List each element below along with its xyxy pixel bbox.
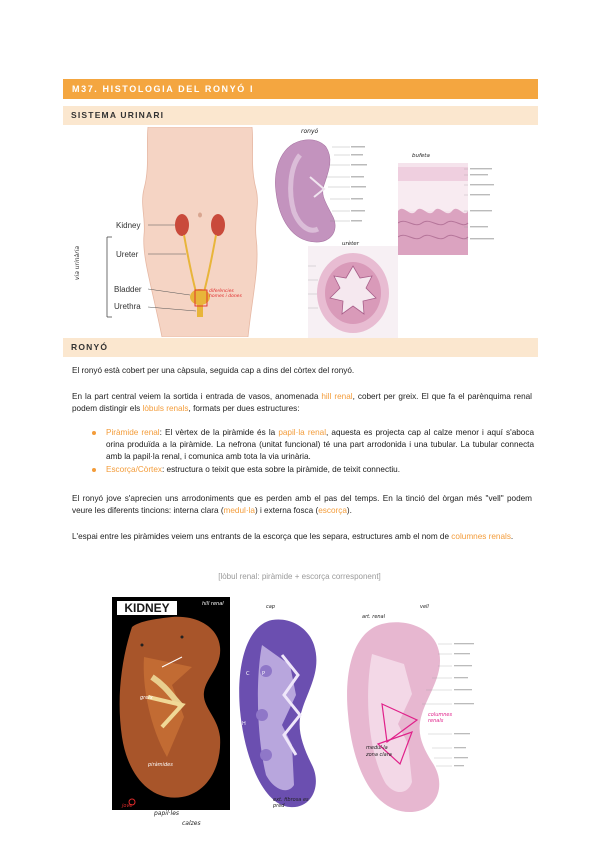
right-kidney: [211, 214, 225, 236]
list-item-cortex: Escorça/Còrtex: estructura o teixit que esta sobre la piràmide, de teixit connectiu.: [92, 464, 534, 476]
hand-note-urinary-tract: via urinària: [74, 245, 81, 280]
hand-label-hilum: hill renal: [202, 601, 224, 607]
label-kidney: Kidney: [116, 221, 141, 230]
hand-label-greix: greix: [140, 695, 153, 701]
paragraph-hilum: En la part central veiem la sortida i entrada de vasos, anomenada hill renal, cobert per greix. El que fa el parènquima renal podem distingir els lòbuls renals, formats per dues estructures:: [72, 392, 532, 414]
hand-label-ureter: urèter: [342, 241, 359, 247]
figure-caption: [lòbul renal: piràmide + escorça corresponent]: [218, 572, 381, 581]
hand-label-papilles: papil·les: [154, 810, 180, 817]
hand-label-medulla: medul·la: [366, 745, 388, 751]
young-kidney-stain-image: [232, 615, 344, 815]
list-item-pyramid: Piràmide renal: El vèrtex de la piràmide és la papil·la renal, aquesta es projecta cap al calze menor i aquí s'aboca orina produïda a la piràmide. La nefrona (unitat funcional) té una part arrodonida i una tubular. La tubular connecta amb la papil·la renal, i comunica amb tota la via urinària.: [92, 427, 534, 464]
lobe-structures-list: [92, 427, 534, 476]
svg-text:P: P: [262, 671, 266, 677]
label-bladder: Bladder: [114, 285, 142, 294]
paragraph-renal-columns: L'espai entre les piràmides veiem uns entrants de la escorça que les separa, estructures amb el nom de columnes renals.: [72, 532, 514, 541]
hand-label-bladder: bufeta: [412, 153, 430, 159]
left-kidney: [175, 214, 189, 236]
document-title: M37. HISTOLOGIA DEL RONYÓ I: [63, 79, 538, 99]
hand-label-calzes: calzes: [182, 820, 201, 827]
paragraph-young-kidney: El ronyó jove s'aprecien uns arrodoniments que es perden amb el pas del temps. En la tinció del òrgan més "vell" podem veure les diferents tincions: interna clara (medul·la) i externa fosca (escorça).: [72, 494, 532, 516]
ureter-histology-image: [308, 246, 398, 338]
hand-label-clear-zone: zona clara: [366, 752, 392, 758]
bladder-histology-image: [398, 163, 502, 255]
svg-text:H: H: [242, 721, 246, 727]
hand-label-kidney: ronyó: [301, 128, 319, 135]
gross-kidney-photo: [112, 597, 230, 810]
hand-label-young: jove: [122, 803, 133, 809]
section-heading-urinary-system: SISTEMA URINARI: [63, 106, 538, 125]
svg-text:C: C: [246, 671, 250, 677]
section-heading-kidney: RONYÓ: [63, 338, 538, 357]
paragraph-capsule: El ronyó està cobert per una càpsula, seguida cap a dins del còrtex del ronyó.: [72, 366, 355, 375]
label-ureter: Ureter: [116, 250, 139, 259]
hand-note-differences: diferències homes i dones: [209, 289, 242, 299]
hand-label-renal-artery: art. renal: [362, 614, 386, 620]
old-kidney-stain-image: [342, 614, 492, 820]
hand-label-cap: cap: [266, 604, 275, 610]
hand-label-piramides: piràmides: [148, 762, 173, 768]
kidney-photo-title: KIDNEY: [116, 600, 178, 616]
hand-label-old: vell: [420, 604, 429, 610]
label-urethra: Urethra: [114, 302, 141, 311]
hand-label-renal-columns: columnes renals: [428, 712, 453, 724]
kidney-histology-image: [270, 137, 375, 245]
hand-label-ext-fibrosa: ext. fibrosa es pred: [273, 797, 309, 809]
